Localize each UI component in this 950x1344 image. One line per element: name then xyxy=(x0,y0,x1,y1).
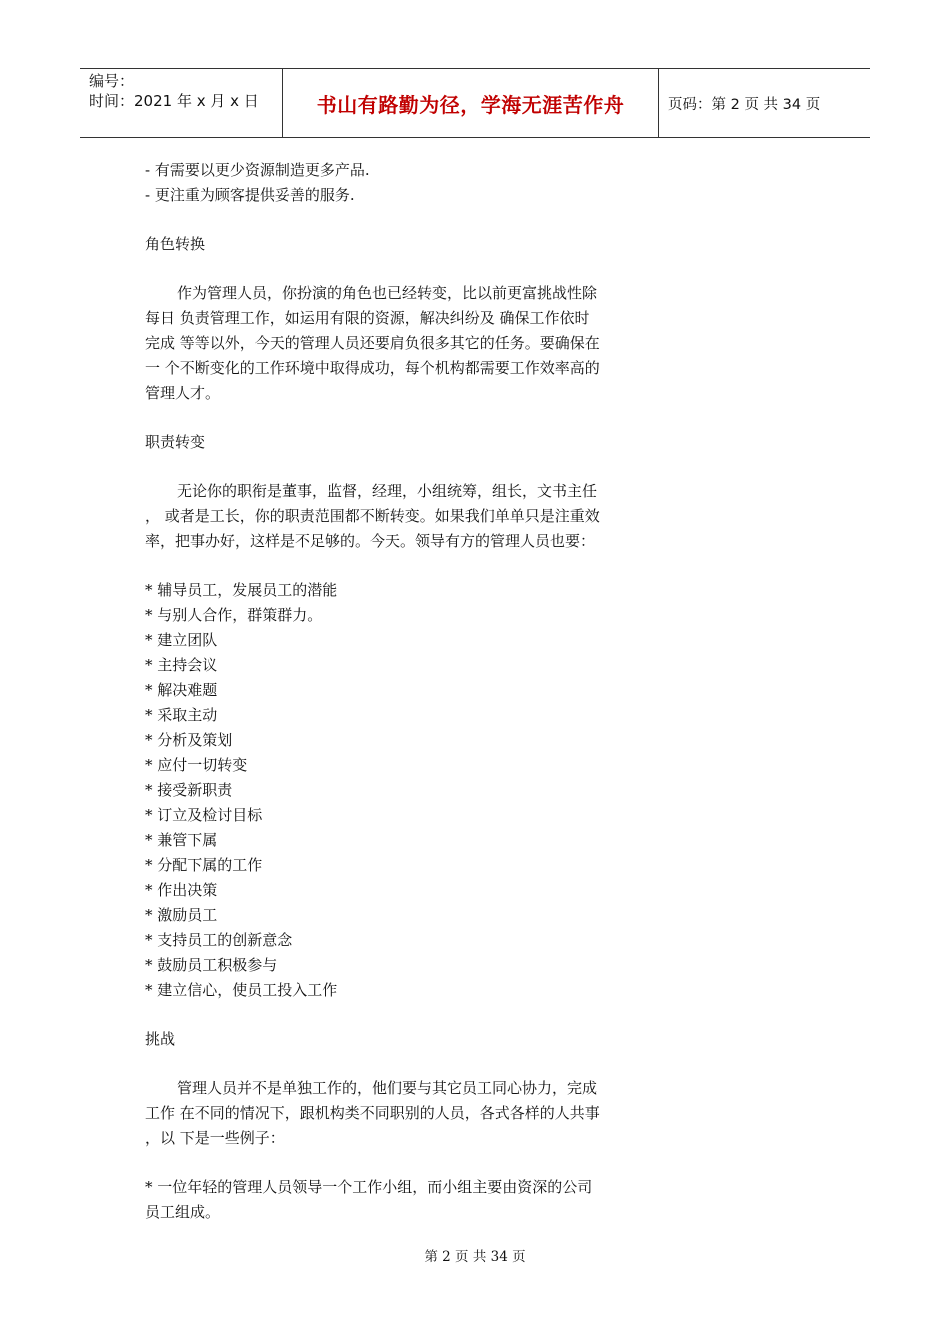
header-motto: 书山有路勤为径，学海无涯苦作舟 xyxy=(316,92,625,117)
bullet-item: * 兼管下属 xyxy=(145,831,218,849)
example-line: * 一位年轻的管理人员领导一个工作小组，而小组主要由资深的公司 xyxy=(145,1178,593,1196)
intro-line: - 更注重为顾客提供妥善的服务. xyxy=(145,186,355,204)
bullet-item: * 作出决策 xyxy=(145,881,218,899)
bullet-item: * 分配下属的工作 xyxy=(145,856,263,874)
header-page-info: 页码：第 2 页 共 34 页 xyxy=(668,96,821,113)
intro-line: - 有需要以更少资源制造更多产品. xyxy=(145,161,370,179)
paragraph-line: 率，把事办好，这样是不足够的。今天。领导有方的管理人员也要： xyxy=(145,532,596,550)
page-footer xyxy=(0,1245,950,1265)
section-heading-role-change: 角色转换 xyxy=(145,235,206,253)
document-body xyxy=(145,158,665,1225)
section-heading-duty-change: 职责转变 xyxy=(145,433,206,451)
header-motto-cell xyxy=(282,69,659,137)
bullet-item: * 建立信心，使员工投入工作 xyxy=(145,981,338,999)
example-line: 员工组成。 xyxy=(145,1203,221,1221)
bullet-item: * 主持会议 xyxy=(145,656,218,674)
paragraph-line: 每日 负责管理工作，如运用有限的资源，解决纠纷及 确保工作依时 xyxy=(145,309,590,327)
document-header xyxy=(80,68,870,138)
bullet-item: * 订立及检讨目标 xyxy=(145,806,263,824)
bullet-item: * 辅导员工，发展员工的潜能 xyxy=(145,581,338,599)
paragraph-line: 完成 等等以外，今天的管理人员还要肩负很多其它的任务。要确保在 xyxy=(145,334,600,352)
paragraph-line: 工作 在不同的情况下，跟机构类不同职别的人员，各式各样的人共事 xyxy=(145,1104,600,1122)
section-heading-challenge: 挑战 xyxy=(145,1030,176,1048)
bullet-item: * 应付一切转变 xyxy=(145,756,248,774)
document-id-label: 编号： xyxy=(89,72,135,90)
bullet-item: * 与别人合作，群策群力。 xyxy=(145,606,323,624)
paragraph-line: 管理人员并不是单独工作的，他们要与其它员工同心协力，完成 xyxy=(177,1079,598,1097)
bullet-item: * 建立团队 xyxy=(145,631,218,649)
bullet-item: * 解决难题 xyxy=(145,681,218,699)
paragraph-line: 管理人才。 xyxy=(145,384,221,402)
bullet-item: * 激励员工 xyxy=(145,906,218,924)
footer-page-number: 第 2 页 共 34 页 xyxy=(424,1249,526,1265)
header-page-cell xyxy=(659,69,870,137)
paragraph-line: ， 或者是工长，你的职责范围都不断转变。如果我们单单只是注重效 xyxy=(145,507,600,525)
bullet-item: * 鼓励员工积极参与 xyxy=(145,956,278,974)
paragraph-line: ，以 下是一些例子： xyxy=(145,1129,285,1147)
bullet-item: * 接受新职责 xyxy=(145,781,233,799)
paragraph-line: 作为管理人员，你扮演的角色也已经转变，比以前更富挑战性除 xyxy=(177,284,598,302)
document-date: 时间：2021 年 x 月 x 日 xyxy=(89,92,259,110)
bullet-item: * 采取主动 xyxy=(145,706,218,724)
header-meta-cell xyxy=(80,69,282,137)
bullet-item: * 分析及策划 xyxy=(145,731,233,749)
paragraph-line: 无论你的职衔是董事，监督，经理，小组统筹，组长，文书主任 xyxy=(177,482,598,500)
paragraph-line: 一 个不断变化的工作环境中取得成功，每个机构都需要工作效率高的 xyxy=(145,359,600,377)
bullet-item: * 支持员工的创新意念 xyxy=(145,931,293,949)
